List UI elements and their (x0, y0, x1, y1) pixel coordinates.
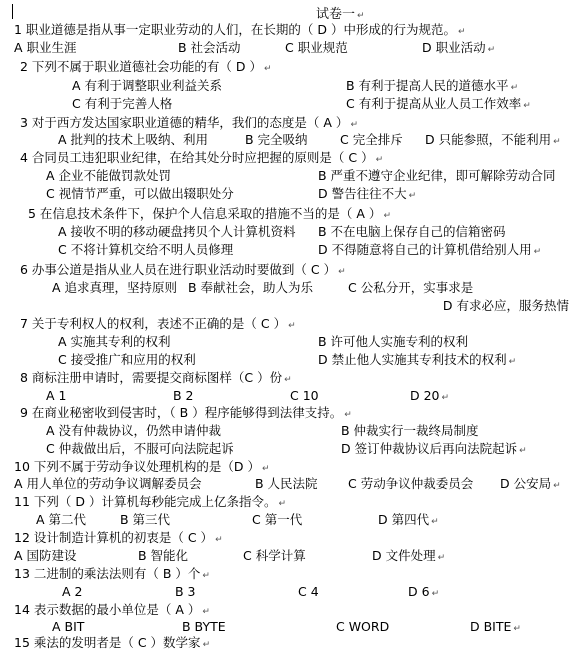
paragraph-mark-icon: ↵ (437, 553, 446, 563)
paragraph-mark-icon: ↵ (487, 45, 496, 55)
option-10c: C 劳动争议仲裁委员会 (348, 476, 474, 491)
paragraph-mark-icon: ↵ (202, 640, 211, 650)
option-11c: C 第一代 (252, 512, 303, 527)
paragraph-mark-icon: ↵ (553, 137, 561, 147)
option-4c: C 视情节严重，可以做出辍职处分 (46, 186, 234, 201)
option-5b: B 不在电脑上保存自己的信箱密码 (318, 224, 506, 239)
paragraph-mark-icon: ↵ (284, 375, 292, 385)
question-stem-4: 4 合同员工违犯职业纪律，在给其处分时应把握的原则是（ C ） ↵ (20, 150, 384, 165)
paragraph-mark-icon: ↵ (553, 481, 561, 491)
paragraph-mark-icon: ↵ (202, 607, 210, 617)
doc-title: 试卷一 ↵ (316, 7, 365, 22)
paragraph-mark-icon: ↵ (202, 571, 210, 581)
question-stem-14: 14 表示数据的最小单位是（ A ） ↵ (14, 602, 210, 617)
question-stem-6: 6 办事公道是指从业人员在进行职业活动时要做到（ C ） ↵ (20, 262, 346, 277)
paragraph-mark-icon: ↵ (375, 155, 384, 165)
question-stem-10: 10 下列不属于劳动争议处理机构的是（D ） ↵ (14, 459, 270, 474)
option-13a: A 2 (62, 584, 83, 599)
paragraph-mark-icon: ↵ (431, 517, 439, 527)
text-cursor (12, 4, 13, 19)
paragraph-mark-icon: ↵ (350, 120, 358, 130)
option-14d: D BITE ↵ (470, 619, 521, 634)
paragraph-mark-icon: ↵ (533, 247, 542, 257)
paragraph-mark-icon: ↵ (264, 64, 272, 74)
option-12a: A 国防建设 (14, 548, 77, 563)
option-14a: A BIT (52, 619, 85, 634)
option-2d: C 有利于提高从业人员工作效率 ↵ (346, 96, 531, 111)
question-stem-12: 12 设计制造计算机的初衷是（ C ） ↵ (14, 530, 223, 545)
question-stem-1: 1 职业道德是指从事一定职业劳动的人们，在长期的（ D ）中形成的行为规范。 ↵ (14, 22, 466, 37)
option-1d: D 职业活动 ↵ (422, 40, 496, 55)
option-7a: A 实施其专利的权利 (58, 334, 171, 349)
option-2c: C 有利于完善人格 (72, 96, 173, 111)
option-11b: B 第三代 (120, 512, 171, 527)
question-stem-3: 3 对于西方发达国家职业道德的精华，我们的态度是（ A ） ↵ (20, 115, 358, 130)
option-12d: D 文件处理 ↵ (372, 548, 446, 563)
option-3d: D 只能参照，不能利用 ↵ (425, 132, 561, 147)
paragraph-mark-icon: ↵ (508, 357, 517, 367)
paragraph-mark-icon: ↵ (519, 446, 527, 456)
paragraph-mark-icon: ↵ (278, 499, 286, 509)
option-1b: B 社会活动 (178, 40, 241, 55)
question-stem-11: 11 下列（ D ）计算机每秒能完成上亿条指令。 ↵ (14, 494, 286, 509)
option-5c: C 不将计算机交给不明人员修理 (58, 242, 234, 257)
option-6a: A 追求真理，坚持原则 (52, 280, 178, 295)
paragraph-mark-icon: ↵ (408, 191, 417, 201)
question-stem-15: 15 乘法的发明者是（ C ）数学家 ↵ (14, 635, 211, 650)
option-12c: C 科学计算 (243, 548, 306, 563)
paragraph-mark-icon: ↵ (513, 624, 521, 634)
option-6d: D 有求必应，服务热情 (442, 298, 569, 313)
option-13c: C 4 (298, 584, 319, 599)
option-6c: C 公私分开，实事求是 (348, 280, 474, 295)
option-10a: A 用人单位的劳动争议调解委员会 (14, 476, 202, 491)
option-11a: A 第二代 (36, 512, 87, 527)
option-10b: B 人民法院 (255, 476, 318, 491)
paragraph-mark-icon: ↵ (441, 393, 450, 403)
option-9c: C 仲裁做出后，不服可向法院起诉 (46, 441, 234, 456)
option-4b: B 严重不遵守企业纪律，即可解除劳动合同 (318, 168, 556, 183)
option-4d: D 警告往往不大 ↵ (318, 186, 417, 201)
option-9d: D 签订仲裁协议后再向法院起诉 ↵ (341, 441, 527, 456)
question-stem-7: 7 关于专利权人的权利，表述不正确的是（ C ） ↵ (20, 316, 296, 331)
option-7d: D 禁止他人实施其专利技术的权利 ↵ (318, 352, 517, 367)
option-5d: D 不得随意将自己的计算机借给别人用 ↵ (318, 242, 542, 257)
option-1a: A 职业生涯 (14, 40, 77, 55)
paragraph-mark-icon: ↵ (344, 410, 352, 420)
option-13b: B 3 (175, 584, 196, 599)
option-7c: C 接受推广和应用的权利 (58, 352, 196, 367)
option-9a: A 没有仲裁协议，仍然申请仲裁 (46, 423, 222, 438)
option-9b: B 仲裁实行一裁终局制度 (341, 423, 479, 438)
paragraph-mark-icon: ↵ (383, 211, 391, 221)
option-13d: D 6 ↵ (408, 584, 440, 599)
option-8b: B 2 (173, 388, 194, 403)
paragraph-mark-icon: ↵ (288, 321, 296, 331)
question-stem-8: 8 商标注册申请时，需要提交商标图样（C ）份 ↵ (20, 370, 292, 385)
option-8c: C 10 (290, 388, 319, 403)
option-8d: D 20 ↵ (410, 388, 450, 403)
option-4a: A 企业不能做罚款处罚 (46, 168, 172, 183)
question-stem-2: 2 下列不属于职业道德社会功能的有（ D ） ↵ (20, 59, 272, 74)
option-6b: B 奉献社会，助人为乐 (188, 280, 314, 295)
paragraph-mark-icon: ↵ (261, 464, 270, 474)
option-2b: B 有利于提高人民的道德水平 ↵ (346, 78, 519, 93)
option-7b: B 许可他人实施专利的权利 (318, 334, 469, 349)
option-1c: C 职业规范 (285, 40, 348, 55)
option-8a: A 1 (46, 388, 67, 403)
option-3b: B 完全吸纳 (245, 132, 308, 147)
option-12b: B 智能化 (138, 548, 189, 563)
paragraph-mark-icon: ↵ (458, 27, 466, 37)
paragraph-mark-icon: ↵ (357, 11, 365, 21)
paragraph-mark-icon: ↵ (510, 83, 519, 93)
paragraph-mark-icon: ↵ (431, 589, 440, 599)
paragraph-mark-icon: ↵ (215, 535, 223, 545)
question-stem-13: 13 二进制的乘法法则有（ B ）个 ↵ (14, 566, 210, 581)
question-stem-5: 5 在信息技术条件下，保护个人信息采取的措施不当的是（ A ） ↵ (28, 206, 391, 221)
option-3a: A 批判的技术上吸纳、利用 (58, 132, 209, 147)
paragraph-mark-icon: ↵ (523, 101, 531, 111)
option-5a: A 接收不明的移动硬盘拷贝个人计算机资料 (58, 224, 296, 239)
option-14c: C WORD (336, 619, 390, 634)
option-2a: A 有利于调整职业利益关系 (72, 78, 223, 93)
option-14b: B BYTE (182, 619, 226, 634)
option-11d: D 第四代 ↵ (378, 512, 439, 527)
option-3c: C 完全排斥 (340, 132, 403, 147)
option-10d: D 公安局 ↵ (500, 476, 561, 491)
question-stem-9: 9 在商业秘密收到侵害时，（ B ）程序能够得到法律支持。 ↵ (20, 405, 352, 420)
paragraph-mark-icon: ↵ (338, 267, 346, 277)
